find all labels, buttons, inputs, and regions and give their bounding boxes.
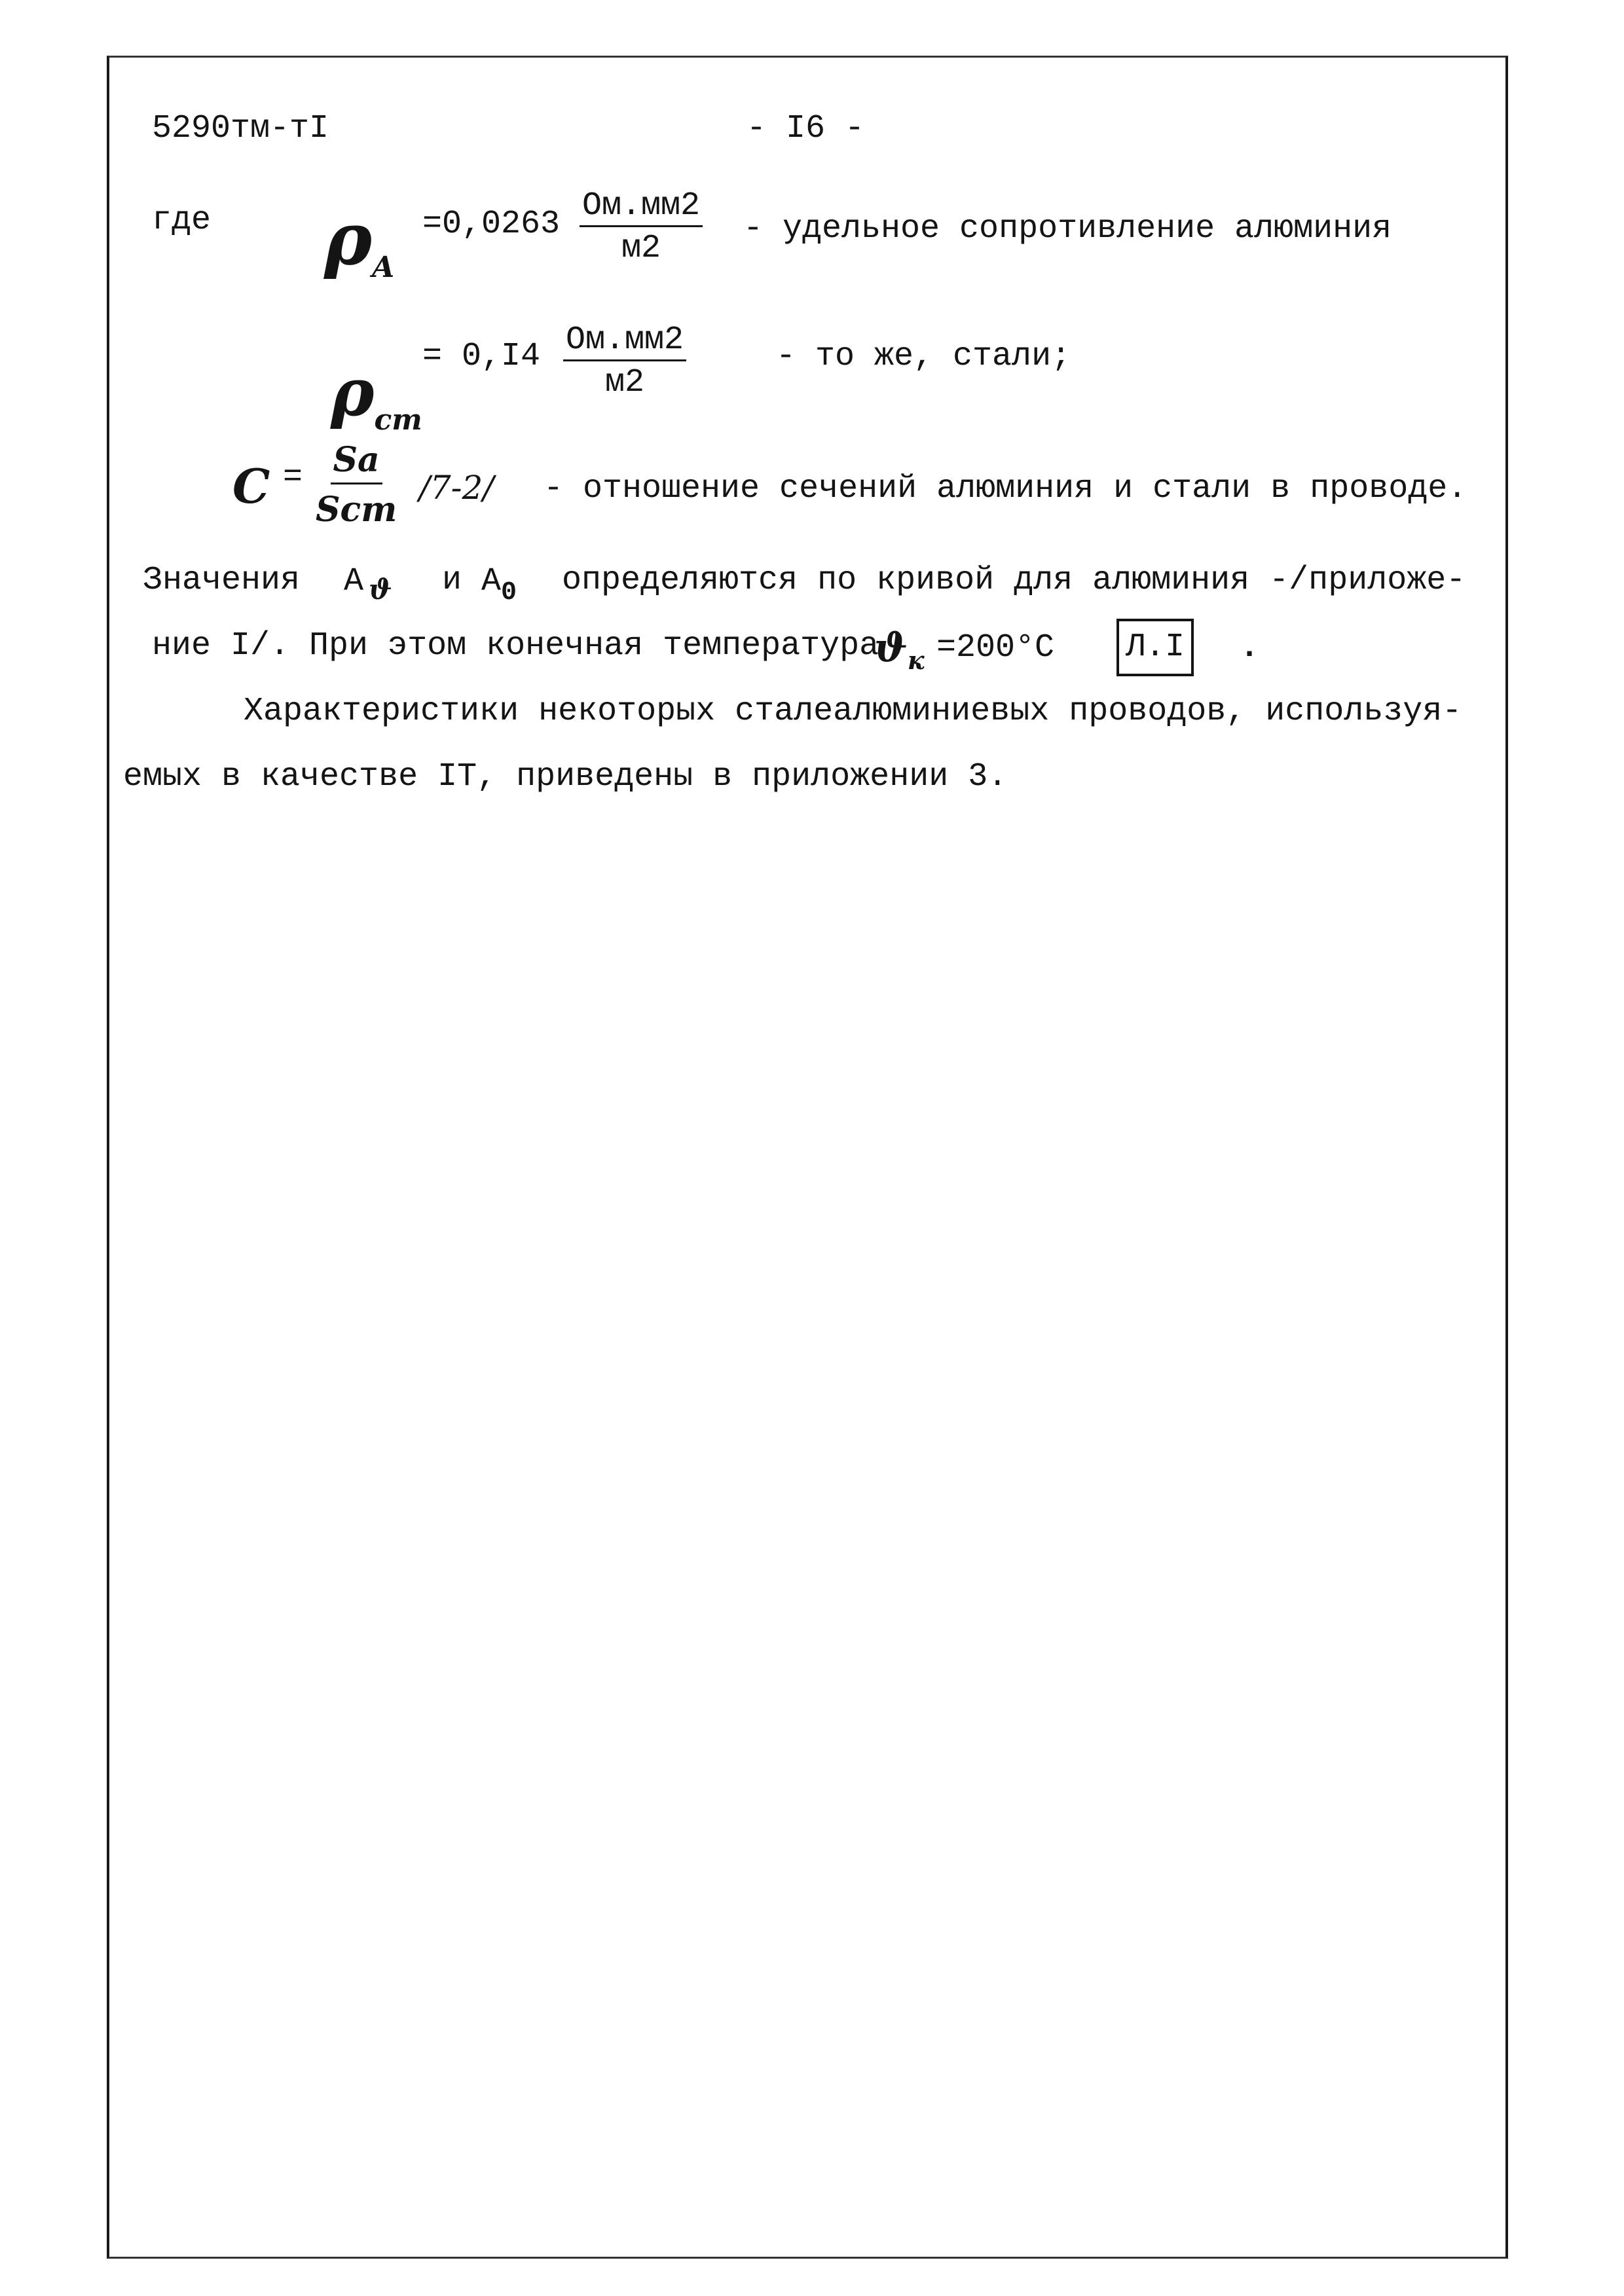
rho-st-unit-den: м2 [605,364,645,401]
p1-a1-letter: A [344,563,364,600]
p1-a-theta [344,563,392,606]
p2-line2: емых в качестве IT, приведены в приложении 3. [123,758,1008,795]
rho-al-unit-num: Ом.мм2 [580,190,703,227]
p1-end-dot: . [1240,629,1260,666]
p1-a0-letter: A [481,563,502,600]
ratio-symbol: C [232,458,270,514]
ratio-den: Scm [316,490,397,530]
ratio-ref: /7-2/ [419,469,494,507]
p1-a0-sub: 0 [501,578,517,608]
where-label: где [152,202,212,239]
p1-line1-start: Значения [143,562,301,599]
rho-st-letter: ρ [331,354,375,431]
doc-code: 5290тм-тI [152,110,329,147]
ratio-frac [316,440,397,530]
rho-al-sub: A [372,251,395,284]
rho-al-desc: - удельное сопротивление алюминия [743,210,1392,247]
p1-and: и [442,562,462,599]
p1-line2-start: ние I/. При этом конечная температура [152,627,879,665]
ratio-eq: = [283,459,303,496]
p1-temperature: =200°C [936,629,1055,666]
p1-theta-letter: ϑ [874,625,908,671]
p1-theta-k [874,625,925,675]
rho-st-symbol [331,354,422,437]
rho-al-unit [580,187,703,267]
ratio-num: Sa [331,440,382,484]
page-number: - I6 - [747,110,865,147]
rho-st-value: = 0,I4 [422,338,541,375]
ratio-fraction [316,440,397,530]
p1-reference [1116,619,1194,676]
p2-line1: Характеристики некоторых сталеалюминиевых проводов, используя- [244,693,1462,730]
rho-al-unit-den: м2 [621,230,661,267]
rho-al-fraction [580,187,703,267]
rho-al-symbol [324,196,395,284]
rho-st-unit-num: Ом.мм2 [563,324,686,361]
rho-al-value: =0,0263 [422,206,561,243]
rho-al-letter: ρ [324,196,373,281]
rho-st-sub: ст [374,403,422,437]
p1-a-zero [481,563,517,608]
rho-st-fraction [563,321,686,401]
p1-ref-bracket: Л.I [1116,619,1194,676]
p1-line1-end: определяются по кривой для алюминия -/приложе- [562,562,1466,599]
p1-theta-sub: к [907,646,925,675]
ratio-desc: - отношение сечений алюминия и стали в проводе. [544,470,1467,507]
rho-st-desc: - то же, стали; [776,338,1071,375]
page-frame [107,56,1508,2259]
p1-a1-sub: ϑ [369,574,392,606]
rho-st-unit [563,321,686,401]
